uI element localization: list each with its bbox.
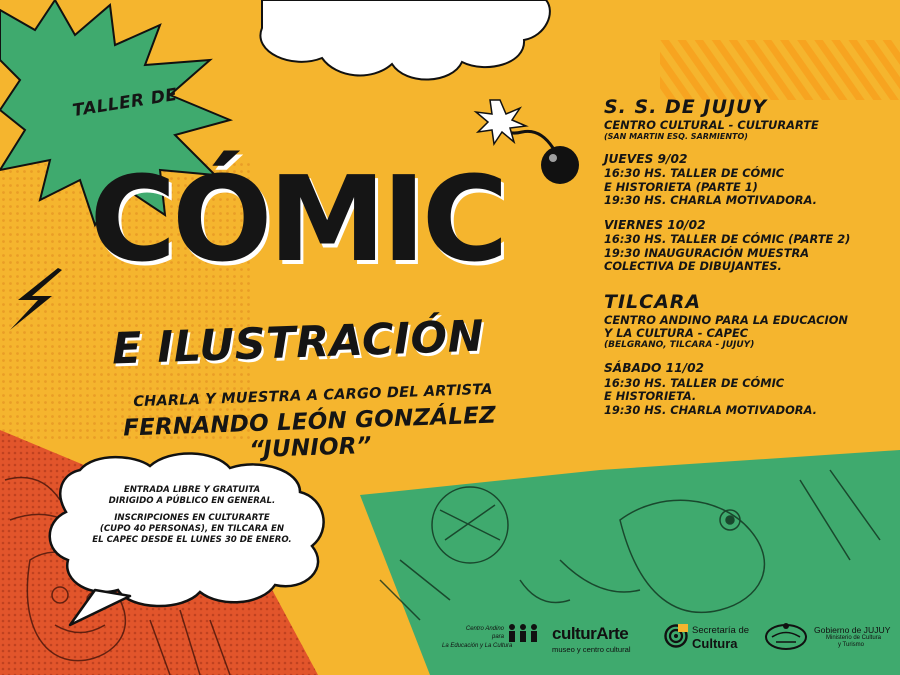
event-line: 16:30 HS. TALLER DE CÓMIC xyxy=(604,166,785,181)
cultura-swirl-icon xyxy=(664,624,688,648)
jujuy-seal-icon xyxy=(764,622,808,650)
event-line: 16:30 HS. TALLER DE CÓMIC (PARTE 2) xyxy=(604,232,851,247)
venue-tilcara: CENTRO ANDINO PARA LA EDUCACION xyxy=(604,312,848,327)
schedule xyxy=(604,97,894,417)
event-line: E HISTORIETA (PARTE 1) xyxy=(604,179,758,194)
stripes-top-right xyxy=(660,40,900,100)
bubble-line: (CUPO 40 PERSONAS), EN TILCARA EN xyxy=(99,524,285,534)
city-tilcara: TILCARA xyxy=(604,290,702,313)
event-line: 19:30 INAUGURACIÓN MUESTRA xyxy=(604,245,810,260)
logo-secretaria-cultura: Secretaría de Cultura xyxy=(664,618,764,666)
day-heading: SÁBADO 11/02 xyxy=(604,361,705,376)
culturarte-name-a: cultur xyxy=(552,624,597,643)
culturarte-tagline: museo y centro cultural xyxy=(552,645,631,654)
burst-label: TALLER DE xyxy=(71,84,179,122)
event-line: COLECTIVA DE DIBUJANTES. xyxy=(604,259,782,274)
title-comic: CÓMIC xyxy=(89,150,505,288)
bubble-line: INSCRIPCIONES EN CULTURARTE xyxy=(114,513,270,523)
people-icon xyxy=(506,622,540,644)
event-line: E HISTORIETA. xyxy=(604,389,697,404)
day-heading: VIERNES 10/02 xyxy=(604,217,706,232)
charla-subtitle: CHARLA Y MUESTRA A CARGO DEL ARTISTA xyxy=(133,381,493,411)
event-line: 19:30 HS. CHARLA MOTIVADORA. xyxy=(604,193,817,208)
title-ilustracion: E ILUSTRACIÓN xyxy=(111,311,485,375)
artist-name: FERNANDO LEÓN GONZÁLEZ “JUNIOR” xyxy=(122,402,497,464)
logo-culturarte xyxy=(552,618,652,666)
bubble-line: ENTRADA LIBRE Y GRATUITA xyxy=(123,485,261,495)
address-tilcara: (BELGRANO, TILCARA - JUJUY) xyxy=(604,340,755,351)
culturarte-name-b: Arte xyxy=(596,624,629,643)
venue-jujuy: CENTRO CULTURAL - CULTURARTE xyxy=(604,117,819,132)
venue-tilcara: Y LA CULTURA - CAPEC xyxy=(604,325,749,340)
day-heading: JUEVES 9/02 xyxy=(604,151,688,166)
logo-capec: Centro Andino para La Educación y La Cultura xyxy=(442,618,542,666)
city-jujuy: S. S. DE JUJUY xyxy=(604,96,768,118)
address-jujuy: (SAN MARTIN ESQ. SARMIENTO) xyxy=(604,132,748,142)
event-line: 16:30 HS. TALLER DE CÓMIC xyxy=(604,375,785,390)
event-line: 19:30 HS. CHARLA MOTIVADORA. xyxy=(604,402,817,417)
bubble-line: DIRIGIDO A PÚBLICO EN GENERAL. xyxy=(108,496,276,506)
bubble-text xyxy=(66,485,318,546)
bubble-line: EL CAPEC DESDE EL LUNES 30 DE ENERO. xyxy=(92,535,292,545)
logo-gobierno-jujuy: Gobierno de JUJUY Ministerio de Cultura y Turismo xyxy=(764,618,894,666)
sponsor-logos xyxy=(442,618,894,666)
